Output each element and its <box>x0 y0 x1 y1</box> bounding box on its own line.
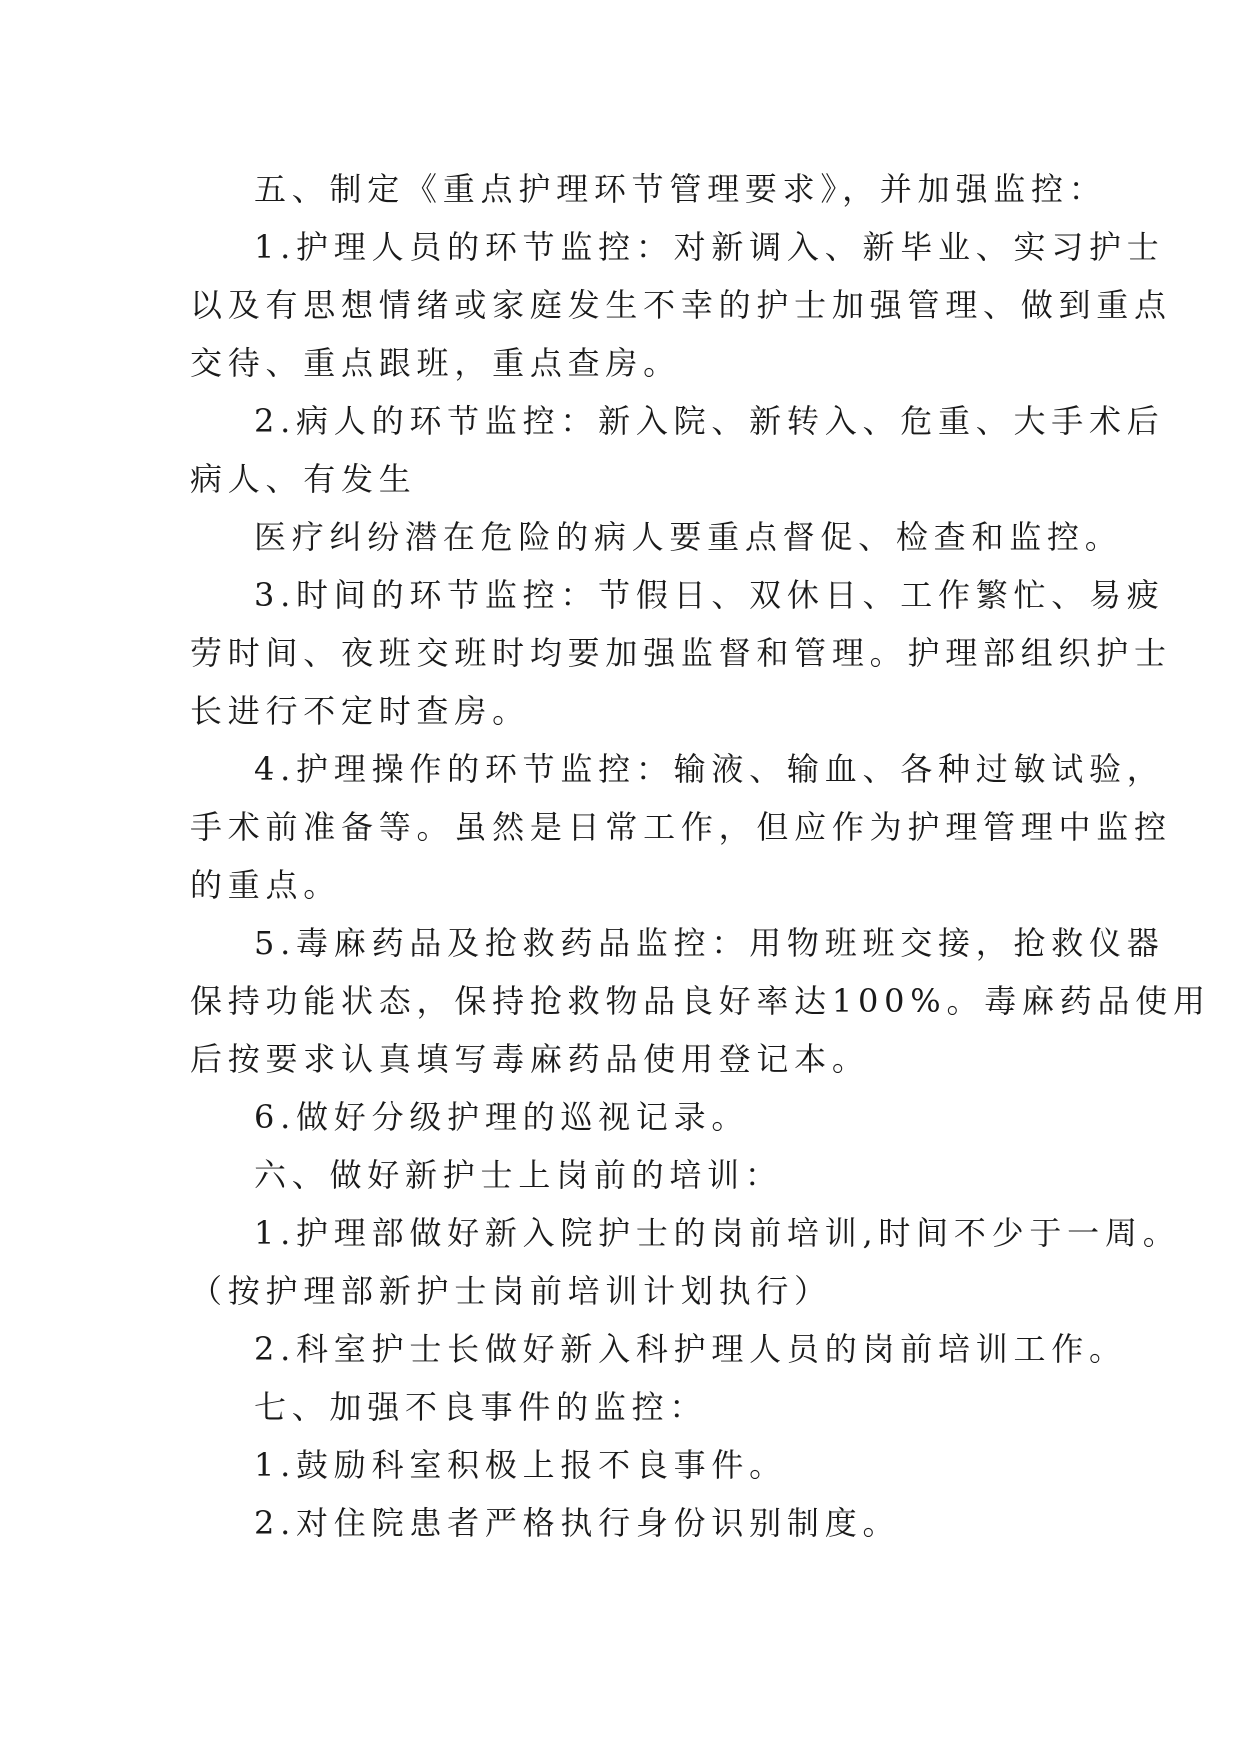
paragraph-line: 的重点。 <box>190 866 342 904</box>
paragraph-line: 医疗纠纷潜在危险的病人要重点督促、检查和监控。 <box>254 518 1123 556</box>
paragraph-line: 6.做好分级护理的巡视记录。 <box>254 1098 750 1136</box>
paragraph-line: 2.科室护士长做好新入科护理人员的岗前培训工作。 <box>254 1330 1127 1368</box>
paragraph-line: 后按要求认真填写毒麻药品使用登记本。 <box>190 1040 870 1078</box>
section-7-heading: 七、加强不良事件的监控： <box>254 1388 708 1426</box>
paragraph-line: 1.鼓励科室积极上报不良事件。 <box>254 1446 787 1484</box>
section-5-heading: 五、制定《重点护理环节管理要求》，并加强监控： <box>254 170 1107 208</box>
paragraph-line: 劳时间、夜班交班时均要加强监督和管理。护理部组织护士 <box>190 634 1172 672</box>
paragraph-line: 交待、重点跟班，重点查房。 <box>190 344 681 382</box>
document-body <box>190 160 1211 1552</box>
paragraph-line: 4.护理操作的环节监控：输液、输血、各种过敏试验， <box>254 750 1165 788</box>
paragraph-line: 手术前准备等。虽然是日常工作，但应作为护理管理中监控 <box>190 808 1172 846</box>
paragraph-line: 长进行不定时查房。 <box>190 692 530 730</box>
paragraph-line: 1.护理部做好新入院护士的岗前培训,时间不少于一周。 <box>254 1214 1181 1252</box>
paragraph-line: （按护理部新护士岗前培训计划执行） <box>190 1272 832 1310</box>
paragraph-line: 保持功能状态，保持抢救物品良好率达100%。毒麻药品使用 <box>190 982 1211 1020</box>
paragraph-line: 病人、有发生 <box>190 460 417 498</box>
paragraph-line: 2.病人的环节监控：新入院、新转入、危重、大手术后 <box>254 402 1165 440</box>
paragraph-line: 1.护理人员的环节监控：对新调入、新毕业、实习护士 <box>254 228 1165 266</box>
paragraph-line: 2.对住院患者严格执行身份识别制度。 <box>254 1504 901 1542</box>
section-6-heading: 六、做好新护士上岗前的培训： <box>254 1156 783 1194</box>
paragraph-line: 5.毒麻药品及抢救药品监控：用物班班交接，抢救仪器 <box>254 924 1165 962</box>
paragraph-line: 以及有思想情绪或家庭发生不幸的护士加强管理、做到重点 <box>190 286 1172 324</box>
paragraph-line: 3.时间的环节监控：节假日、双休日、工作繁忙、易疲 <box>254 576 1165 614</box>
